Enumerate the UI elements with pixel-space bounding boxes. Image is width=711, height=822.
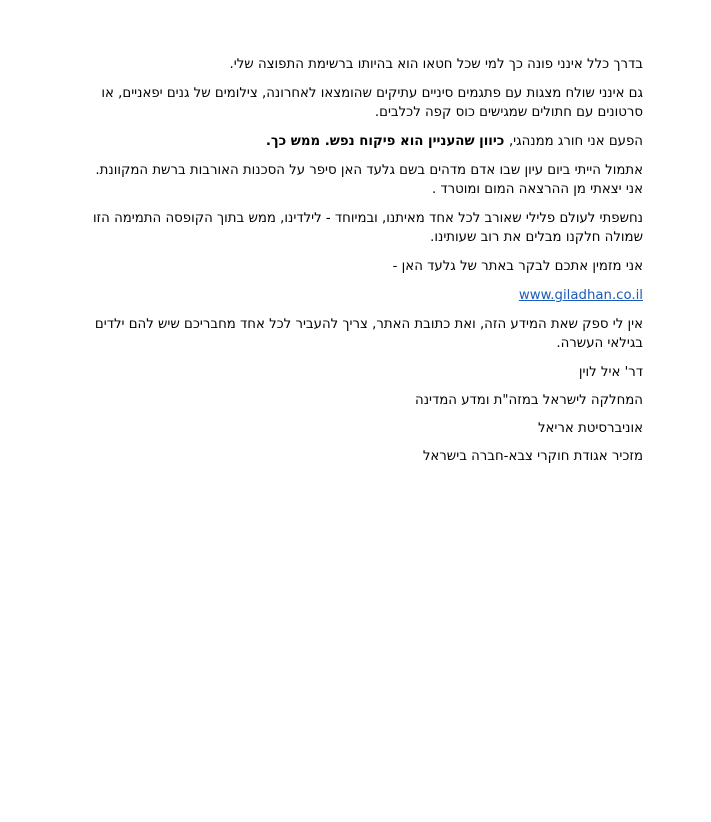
signature-department: המחלקה לישראל במזה"ת ומדע המדינה (415, 393, 643, 408)
paragraph-forward: אין לי ספק שאת המידע הזה, ואת כתובת האתר, צריך להעביר לכל אחד מחבריכם שיש להם ילדים בגילאי העשרה. (94, 317, 643, 351)
paragraph-lecture (86, 161, 643, 199)
signature-role: מזכיר אגודת חוקרי צבא-חברה בישראל (422, 449, 643, 464)
paragraph-invite: אני מזמין אתכם לבקר באתר של גלעד האן - (392, 259, 643, 274)
paragraph-criminal-world: נחשפתי לעולם פלילי שאורב לכל אחד מאיתנו, ובמיוחד - לילדינו, ממש בתוך הקופסה התמימה הזו שמולה חלקנו מבלים את רוב שעותינו. (92, 211, 643, 245)
lecture-line-1: אתמול הייתי ביום עיון שבו אדם מדהים בשם גלעד האן סיפר על הסכנות האורבות ברשת המקוונת. (95, 163, 643, 178)
paragraph-no-spam: גם אינני שולח מצגות עם פתגמים סיניים עתיקים שהומצאו לאחרונה, צילומים של גנים יפאניים, או סרטונים עם חתולים שמגישים כוס קפה לכלבים. (101, 86, 643, 120)
website-link[interactable]: www.giladhan.co.il (518, 288, 643, 303)
signature-university: אוניברסיטת אריאל (537, 421, 643, 436)
paragraph-link (86, 286, 643, 305)
exception-text: הפעם אני חורג ממנהגי, (508, 134, 643, 149)
lecture-line-2: אני יצאתי מן ההרצאה המום ומוטרד . (431, 182, 643, 197)
paragraph-intro: בדרך כלל אינני פונה כך למי שכל חטאו הוא בהיותו ברשימת התפוצה שלי. (229, 57, 643, 72)
letter-body (86, 55, 643, 475)
signature-name: דר' איל לוין (578, 365, 643, 380)
paragraph-exception (86, 132, 643, 151)
exception-bold-text: כיוון שהעניין הוא פיקוח נפש. ממש כך. (265, 134, 509, 149)
